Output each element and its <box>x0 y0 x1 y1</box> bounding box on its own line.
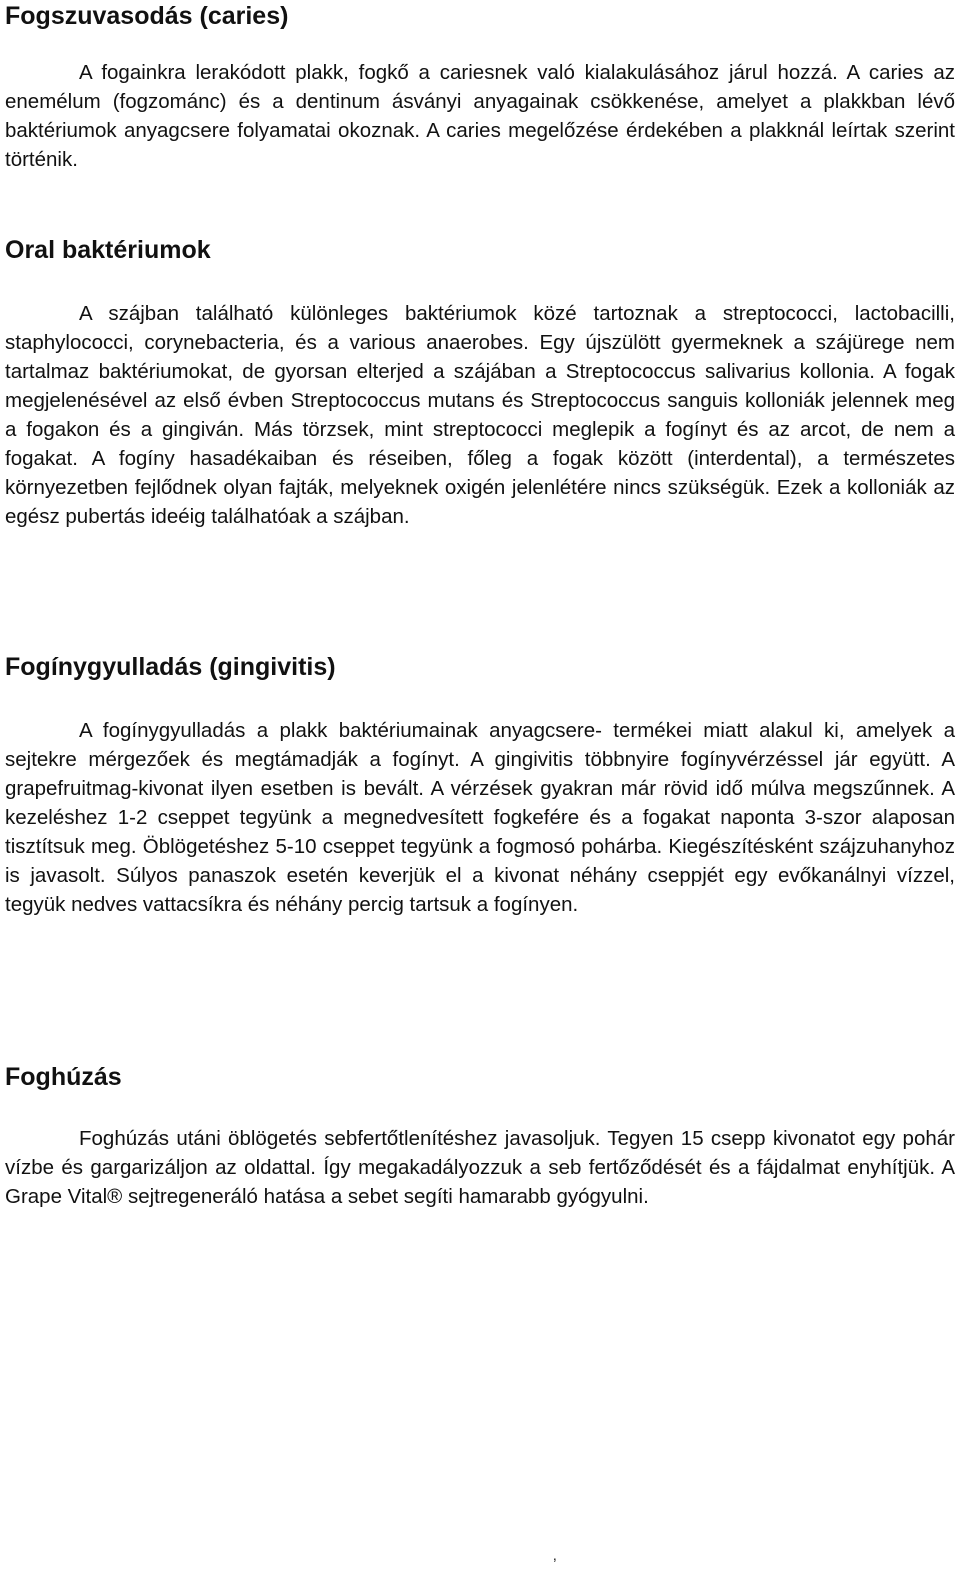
section-oral-bacteria <box>5 234 955 531</box>
section-paragraph: A fogainkra lerakódott plakk, fogkő a cariesnek való kialakulásához járul hozzá. A caries az enemélum (fogzománc) és a dentinum ásványi anyagainak csökkenése, amelyet a plakkban lévő baktériumok anyagcsere folyamatai okoznak. A caries megelőzése érdekében a plakknál leírtak szerint történik. <box>5 61 955 171</box>
section-heading: Foghúzás <box>5 1063 122 1091</box>
section-caries <box>5 0 955 174</box>
section-paragraph: A szájban található különleges baktériumok közé tartoznak a streptococci, lactobacilli, staphylococci, corynebacteria, és a various anaerobes. Egy újszülött gyermeknek a szájürege nem tartalmaz baktériumokat, de gyorsan elterjed a szájában a Streptococcus salivarius kollonia. A fogak megjelenésével az első évben Streptococcus mutans és Streptococcus sanguis kolloniák jelennek meg a fogakon és a gingiván. Más törzsek, mint streptococci meglepik a fogínyt és az arcot, de nem a fogakat. A fogíny hasadékaiban és réseiben, főleg a fogak között (interdental), a természetes környezetben fejlődnek olyan fajták, melyeknek oxigén jelenlétére nincs szükségük. Ezek a kolloniák az egész pubertás ideéig találhatóak a szájban. <box>5 302 955 528</box>
section-paragraph: Foghúzás utáni öblögetés sebfertőtlenítéshez javasoljuk. Tegyen 15 csepp kivonatot egy pohár vízbe és gargarizáljon az oldattal. Így megakadályozzuk a seb fertőződését és a fájdalmat enyhítjük. A Grape Vital® sejtregeneráló hatása a sebet segíti hamarabb gyógyulni. <box>5 1127 955 1208</box>
section-heading: Fogszuvasodás (caries) <box>5 2 289 30</box>
section-gingivitis <box>5 651 955 919</box>
section-paragraph: A fogínygyulladás a plakk baktériumainak anyagcsere- termékei miatt alakul ki, amelyek a sejtekre mérgezőek és megtámadják a fogínyt. A gingivitis többnyire fogínyvérzéssel jár együtt. A grapefruitmag-kivonat ilyen esetben is bevált. A vérzések gyakran már rövid idő múlva megszűnnek. A kezeléshez 1-2 cseppet tegyünk a megnedvesített fogkefére és a fogakat naponta 3-szor alaposan tisztítsuk meg. Öblögetéshez 5-10 cseppet tegyünk a fogmosó pohárba. Kiegészítésként szájzuhanyhoz is javasolt. Súlyos panaszok esetén keverjük el a kivonat néhány cseppjét egy evőkanálnyi vízzel, tegyük nedves vattacsíkra és néhány percig tartsuk a fogínyen. <box>5 719 955 916</box>
section-heading: Oral baktériumok <box>5 236 211 264</box>
footer-mark: ‚ <box>553 1547 557 1564</box>
section-tooth-extraction <box>5 1061 955 1211</box>
section-heading: Fogínygyulladás (gingivitis) <box>5 653 336 681</box>
